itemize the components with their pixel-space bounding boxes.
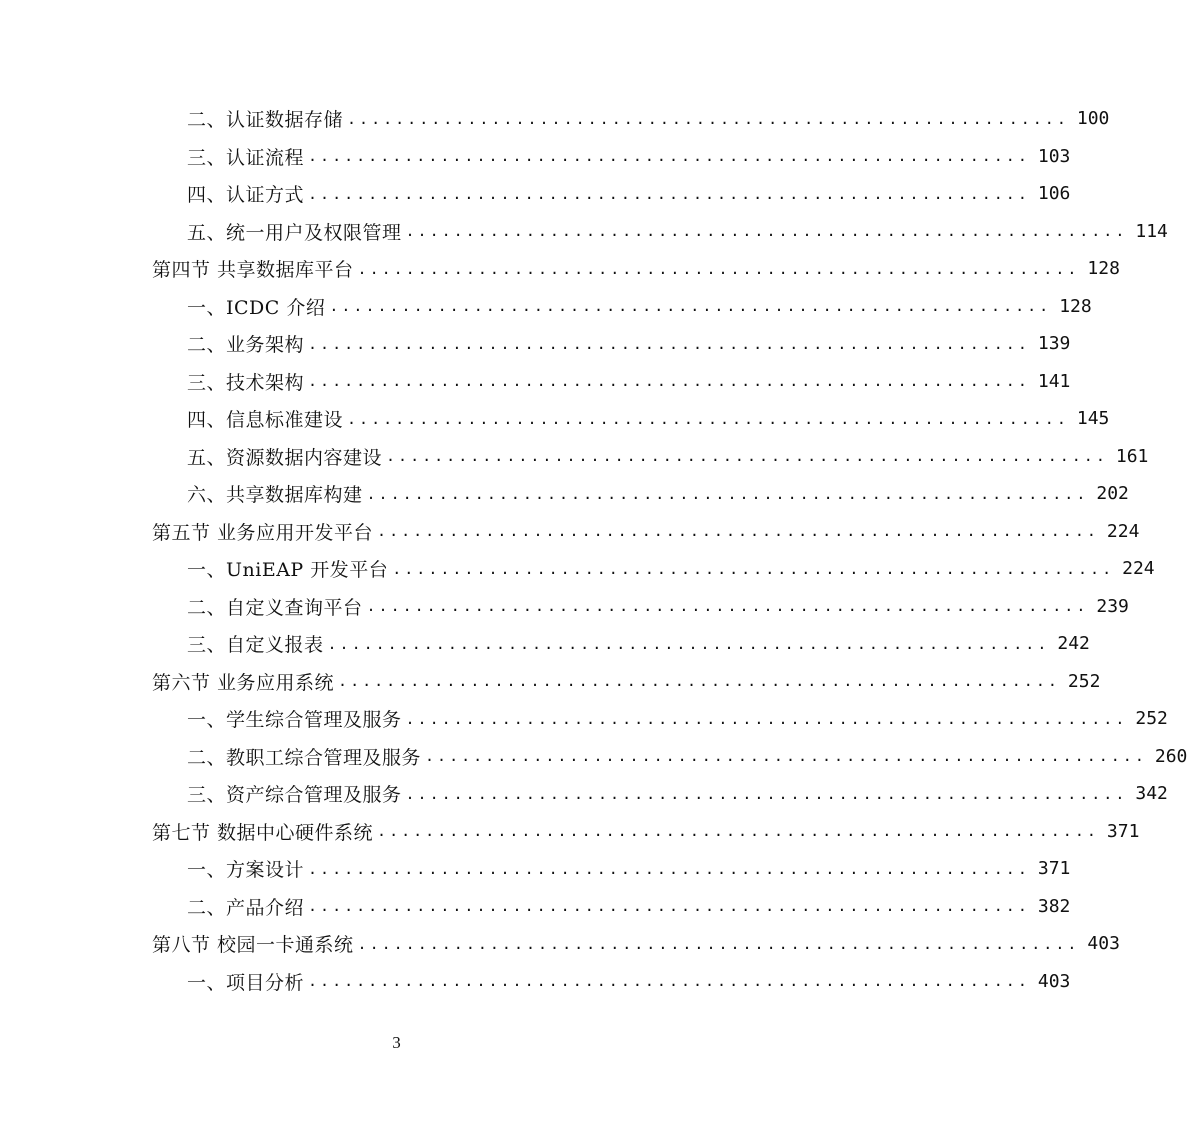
toc-entry-title: 五、统一用户及权限管理 [187,221,402,244]
toc-entry-title: 二、教职工综合管理及服务 [187,746,422,769]
toc-entry-title: 六、共享数据库构建 [187,484,363,507]
toc-dot-leader: ............................................................ [366,484,1089,503]
toc-entry-page: 403 [1087,933,1120,955]
toc-subsection-entry[interactable] [0,288,1092,326]
toc-subsection-entry[interactable] [0,850,1071,888]
toc-dot-leader: ............................................................ [308,859,1030,878]
toc-dot-leader: ............................................................ [357,934,1080,953]
toc-entry-page: 242 [1057,633,1090,655]
toc-entry-page: 145 [1076,408,1110,430]
toc-entry-title: 二、认证数据存储 [187,109,344,132]
toc-subsection-entry[interactable] [0,325,1071,363]
toc-subsection-entry[interactable] [0,700,1168,738]
toc-subsection-entry[interactable] [0,213,1168,251]
toc-subsection-entry[interactable] [0,475,1129,513]
toc-entry-page: 252 [1067,670,1101,692]
toc-entry-page: 139 [1037,333,1071,355]
toc-subsection-entry[interactable] [0,363,1071,401]
toc-entry-title: 第六节 业务应用系统 [152,671,335,694]
toc-subsection-entry[interactable] [0,138,1071,176]
toc-entry-page: 224 [1106,520,1140,542]
toc-subsection-entry[interactable] [0,963,1071,1001]
toc-entry-page: 224 [1122,558,1155,580]
toc-entry-page: 114 [1135,220,1168,242]
toc-dot-leader: ............................................................ [392,559,1115,578]
toc-subsection-entry[interactable] [0,550,1155,588]
toc-entry-page: 403 [1037,970,1071,992]
toc-subsection-entry[interactable] [0,625,1090,663]
toc-dot-leader: ............................................................ [405,709,1128,728]
toc-entry-page: 342 [1135,783,1168,805]
toc-entry-title: 五、资源数据内容建设 [187,446,383,469]
toc-entry-page: 128 [1059,295,1092,317]
toc-section-entry[interactable] [0,250,1120,288]
toc-entry-page: 141 [1037,370,1071,392]
page-number: 3 [392,1033,401,1052]
toc-entry-title: 三、资产综合管理及服务 [187,784,402,807]
toc-entry-title: 一、UniEAP 开发平台 [187,559,389,582]
toc-subsection-entry[interactable] [0,175,1071,213]
toc-dot-leader: ............................................................ [308,897,1030,916]
toc-entry-page: 239 [1096,595,1129,617]
toc-entry-title: 一、学生综合管理及服务 [187,709,402,732]
toc-dot-leader: ............................................................ [405,222,1128,241]
toc-entry-title: 第四节 共享数据库平台 [152,259,354,282]
toc-section-entry[interactable] [0,925,1120,963]
toc-entry-page: 106 [1037,183,1071,205]
toc-entry-title: 第五节 业务应用开发平台 [152,521,374,544]
toc-entry-page: 371 [1106,820,1140,842]
toc-entry-title: 第七节 数据中心硬件系统 [152,821,374,844]
toc-section-entry[interactable] [0,513,1140,551]
toc-subsection-entry[interactable] [0,100,1110,138]
toc-dot-leader: ............................................................ [386,447,1108,466]
toc-entry-title: 第八节 校园一卡通系统 [152,934,354,957]
toc-entry-title: 四、信息标准建设 [187,409,344,432]
toc-subsection-entry[interactable] [0,775,1168,813]
toc-entry-title: 四、认证方式 [187,184,305,207]
toc-entry-title: 二、业务架构 [187,334,305,357]
toc-dot-leader: ............................................................ [377,822,1099,841]
toc-dot-leader: ............................................................ [308,372,1030,391]
toc-entry-page: 103 [1037,145,1071,167]
toc-entry-page: 252 [1135,708,1168,730]
toc-entry-page: 161 [1115,445,1149,467]
toc-dot-leader: ............................................................ [308,972,1030,991]
toc-dot-leader: ............................................................ [327,634,1050,653]
toc-entry-page: 100 [1076,108,1110,130]
toc-dot-leader: ............................................................ [425,747,1147,766]
toc-dot-leader: ............................................................ [329,297,1052,316]
toc-dot-leader: ............................................................ [377,522,1099,541]
toc-dot-leader: ............................................................ [405,784,1128,803]
toc-section-entry[interactable] [0,813,1140,851]
toc-entry-title: 一、ICDC 介绍 [187,296,326,319]
toc-entry-page: 128 [1087,258,1120,280]
toc-subsection-entry[interactable] [0,588,1129,626]
toc-entry-page: 202 [1096,483,1129,505]
toc-entry-page: 260 [1154,745,1187,767]
toc-dot-leader: ............................................................ [347,109,1069,128]
toc-subsection-entry[interactable] [0,438,1149,476]
toc-entry-page: 382 [1037,895,1071,917]
toc-entry-title: 三、认证流程 [187,146,305,169]
toc-entry-title: 三、技术架构 [187,371,305,394]
toc-entry-title: 三、自定义报表 [187,634,324,657]
toc-entry-title: 二、自定义查询平台 [187,596,363,619]
toc-dot-leader: ............................................................ [308,184,1030,203]
toc-dot-leader: ............................................................ [366,597,1089,616]
toc-section-entry[interactable] [0,663,1101,701]
toc-subsection-entry[interactable] [0,738,1187,776]
toc-entry-title: 一、项目分析 [187,971,305,994]
toc-entry-page: 371 [1037,858,1071,880]
toc-subsection-entry[interactable] [0,888,1071,926]
toc-entry-title: 二、产品介绍 [187,896,305,919]
toc-dot-leader: ............................................................ [357,259,1080,278]
table-of-contents [0,100,1187,1000]
toc-dot-leader: ............................................................ [308,334,1030,353]
toc-dot-leader: ............................................................ [347,409,1069,428]
toc-subsection-entry[interactable] [0,400,1110,438]
toc-entry-title: 一、方案设计 [187,859,305,882]
toc-dot-leader: ............................................................ [308,147,1030,166]
toc-dot-leader: ............................................................ [338,672,1060,691]
